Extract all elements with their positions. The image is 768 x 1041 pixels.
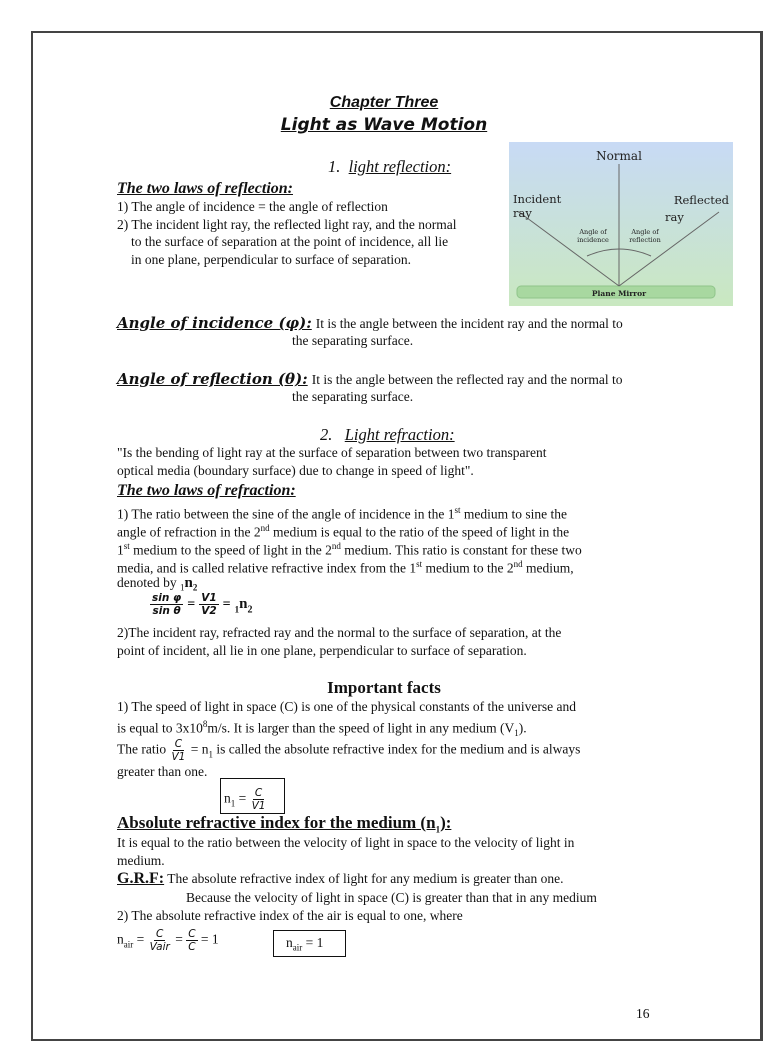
refraction-law1-line4 bbox=[117, 556, 574, 577]
section2-number: 2. bbox=[320, 425, 333, 444]
law1-text-g: medium. This ratio is constant for these two bbox=[340, 542, 582, 558]
plane-mirror-label: Plane Mirror bbox=[591, 289, 647, 298]
fact1-sub: 1 bbox=[514, 728, 519, 739]
absolute-title-text: Absolute refractive index for the medium (n bbox=[117, 813, 436, 832]
def-incidence bbox=[117, 314, 623, 333]
nair-f2-num: C bbox=[188, 928, 196, 940]
absolute-title-sub: 1 bbox=[435, 824, 441, 835]
reflected-ray-label: ray bbox=[665, 210, 684, 224]
absolute-title-end: ): bbox=[440, 813, 452, 832]
law1-text-d: medium is equal to the ratio of the speed of light in the bbox=[269, 524, 570, 540]
sin-theta: sin θ bbox=[152, 605, 181, 617]
section2-title: Light refraction: bbox=[344, 425, 455, 444]
ratio-pre: The ratio bbox=[117, 741, 167, 757]
angle-incidence-label-2: incidence bbox=[577, 236, 609, 244]
angle-reflection-label-2: reflection bbox=[629, 236, 661, 244]
v1: V1 bbox=[201, 592, 217, 604]
law1-text-i: medium to the 2 bbox=[422, 560, 514, 576]
box-num: C bbox=[254, 787, 263, 799]
nair-f1-den: Vair bbox=[149, 941, 170, 953]
section1-title: light reflection: bbox=[348, 157, 452, 176]
n1-formula bbox=[224, 787, 268, 812]
law1-text-k: denoted by bbox=[117, 575, 180, 590]
sup-st: st bbox=[454, 505, 461, 515]
box-eq: = bbox=[235, 790, 247, 806]
law1-text-j: medium, bbox=[522, 560, 574, 576]
fact1-sup: 8 bbox=[202, 719, 208, 729]
nair-box-text bbox=[286, 935, 323, 956]
nair-f2-den: C bbox=[188, 941, 196, 953]
reflection-law-1: 1) The angle of incidence = the angle of reflection bbox=[117, 199, 388, 214]
refraction-law2-line2: point of incident, all lie in one plane, perpendicular to surface of separation. bbox=[117, 643, 527, 658]
def-reflection-term: Angle of reflection (θ): bbox=[117, 370, 308, 388]
nair-n: n bbox=[117, 931, 124, 947]
law1-text-c: angle of refraction in the 2 bbox=[117, 524, 261, 540]
section2-heading bbox=[320, 425, 455, 445]
law1-text-h: media, and is called relative refractive index from the 1 bbox=[117, 560, 417, 576]
eq-sub-2: 2 bbox=[247, 604, 253, 616]
ratio-mid: = n bbox=[190, 741, 209, 757]
eq-sign-1: = bbox=[187, 597, 196, 613]
refraction-equation bbox=[150, 592, 252, 617]
ratio-line bbox=[117, 738, 580, 763]
grf-line bbox=[117, 870, 563, 888]
sup-nd: nd bbox=[331, 541, 341, 551]
section1-heading bbox=[328, 157, 451, 177]
reflection-law-2-line3: in one plane, perpendicular to surface of separation. bbox=[131, 252, 412, 267]
nair-eq3: = 1 bbox=[197, 931, 219, 947]
fact1-text-d: ). bbox=[518, 720, 527, 736]
chapter-title bbox=[0, 115, 768, 135]
reflection-diagram bbox=[509, 142, 733, 306]
ratio-sub: 1 bbox=[208, 749, 213, 760]
fact1-text-c: m/s. It is larger than the speed of light in any medium (V bbox=[207, 720, 515, 736]
law1-text-a: 1) The ratio between the sine of the angle of incidence in the 1 bbox=[117, 506, 455, 522]
def-reflection-line2: the separating surface. bbox=[292, 389, 414, 404]
ratio-num: C bbox=[174, 738, 183, 750]
box-fraction bbox=[250, 787, 268, 812]
nair-fraction-1 bbox=[148, 928, 172, 953]
nair-fraction-2 bbox=[186, 928, 197, 953]
absolute-line2: medium. bbox=[117, 853, 165, 868]
fact1-text-b: is equal to 3x10 bbox=[117, 720, 203, 736]
angle-incidence-label-1: Angle of bbox=[579, 228, 607, 236]
n-symbol: n bbox=[184, 575, 193, 591]
def-incidence-line2: the separating surface. bbox=[292, 333, 414, 348]
section1-number: 1. bbox=[328, 157, 341, 176]
sup-st: st bbox=[123, 541, 130, 551]
chapter-label bbox=[0, 94, 768, 112]
chapter-title-text: Light as Wave Motion bbox=[280, 115, 488, 135]
sub-1: 1 bbox=[180, 582, 185, 593]
grf-text: The absolute refractive index of light for any medium is greater than one. bbox=[164, 871, 564, 886]
box-sub: 1 bbox=[230, 798, 236, 809]
eq-sub-1: 1 bbox=[234, 604, 240, 615]
nair-box-n: n bbox=[286, 935, 293, 950]
diagram-background bbox=[509, 142, 733, 306]
eq-sign-2: = bbox=[222, 597, 231, 613]
nair-box bbox=[273, 930, 346, 957]
reflected-label: Reflected bbox=[673, 193, 729, 207]
v2: V2 bbox=[201, 605, 217, 617]
important-facts-title bbox=[0, 678, 768, 698]
n1-formula-box bbox=[220, 778, 285, 814]
refraction-law2-line1: 2)The incident ray, refracted ray and the normal to the surface of separation, at the bbox=[117, 625, 562, 640]
absolute-index-title bbox=[117, 813, 451, 834]
important-facts-text: Important facts bbox=[327, 678, 441, 697]
reflection-law-2-line2: to the surface of separation at the point of incidence, all lie bbox=[131, 234, 449, 249]
normal-label: Normal bbox=[596, 149, 642, 163]
ratio-den: V1 bbox=[171, 751, 186, 763]
fact1-line1: 1) The speed of light in space (C) is one of the physical constants of the universe and bbox=[117, 699, 577, 714]
nair-eq2: = bbox=[171, 931, 183, 947]
because-line: Because the velocity of light in space (C) is greater than that in any medium bbox=[186, 890, 597, 905]
nair-eq1: = bbox=[133, 931, 145, 947]
chapter-label-text: Chapter Three bbox=[329, 94, 439, 111]
law1-text-f: medium to the speed of light in the 2 bbox=[129, 542, 332, 558]
reflection-law-2-line1: 2) The incident light ray, the reflected light ray, and the normal bbox=[117, 217, 457, 232]
ratio-fraction bbox=[169, 738, 187, 763]
angle-reflection-label-1: Angle of bbox=[631, 228, 659, 236]
def-reflection-line1: It is the angle between the reflected ray and the normal to bbox=[311, 372, 623, 387]
sup-st: st bbox=[416, 559, 423, 569]
sin-phi: sin φ bbox=[152, 592, 182, 604]
nair-equation bbox=[117, 928, 219, 953]
def-reflection bbox=[117, 370, 622, 389]
box-den: V1 bbox=[251, 800, 266, 812]
nair-box-value: = 1 bbox=[302, 935, 324, 950]
law1-text-b: medium to sine the bbox=[460, 506, 567, 522]
refraction-def-line2: optical media (boundary surface) due to change in speed of light". bbox=[117, 463, 474, 478]
point2-line: 2) The absolute refractive index of the air is equal to one, where bbox=[117, 908, 463, 923]
law1-text-e: 1 bbox=[117, 542, 124, 558]
nair-sub: air bbox=[123, 939, 134, 950]
sup-nd: nd bbox=[260, 523, 270, 533]
incident-ray-label: ray bbox=[513, 206, 532, 220]
eq-n: n bbox=[239, 596, 248, 613]
nair-f1-num: C bbox=[156, 928, 164, 940]
v-fraction bbox=[199, 592, 218, 617]
refraction-def-line1: "Is the bending of light ray at the surface of separation between two transparent bbox=[117, 445, 547, 460]
sin-fraction bbox=[150, 592, 183, 617]
grf-label: G.R.F: bbox=[117, 870, 165, 887]
incident-label: Incident bbox=[513, 192, 562, 206]
box-n: n bbox=[224, 790, 231, 806]
absolute-line1: It is equal to the ratio between the velocity of light in space to the velocity of light in bbox=[117, 835, 575, 850]
page-number: 16 bbox=[636, 1006, 650, 1021]
sub-2: 2 bbox=[192, 582, 198, 593]
ratio-post: is called the absolute refractive index for the medium and is always bbox=[212, 741, 581, 757]
def-incidence-line1: It is the angle between the incident ray and the normal to bbox=[315, 316, 623, 331]
ratio-line2: greater than one. bbox=[117, 764, 208, 779]
sup-nd: nd bbox=[513, 559, 523, 569]
def-incidence-term: Angle of incidence (φ): bbox=[117, 314, 312, 332]
refraction-laws-title: The two laws of refraction: bbox=[117, 482, 296, 499]
nair-box-sub: air bbox=[292, 942, 303, 953]
reflection-laws-title: The two laws of reflection: bbox=[117, 180, 293, 197]
